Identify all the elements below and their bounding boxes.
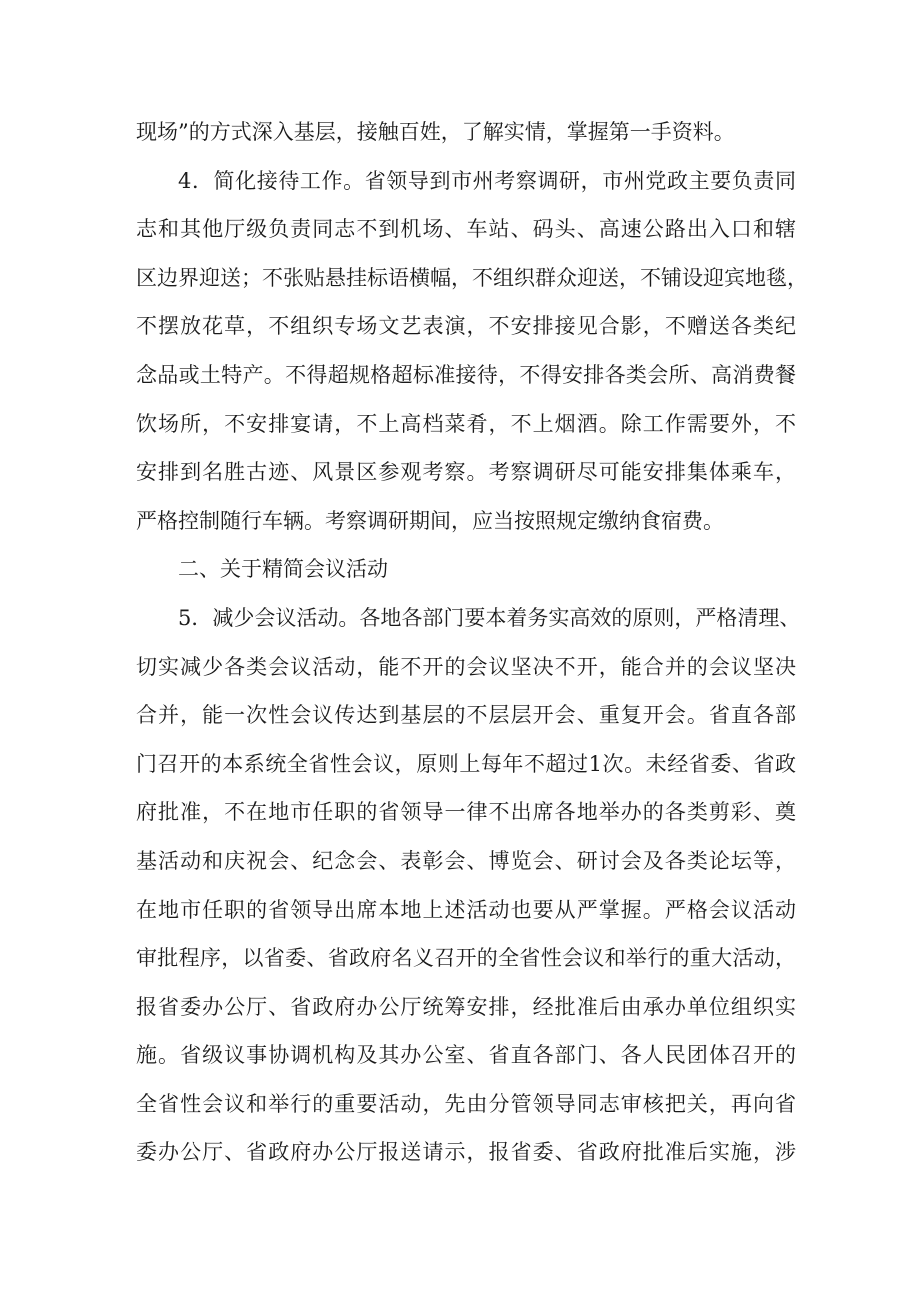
text-line: 安排到名胜古迹、风景区参观考察。考察调研尽可能安排集体乘车， bbox=[136, 460, 796, 485]
text-line: 5．减少会议活动。各地各部门要本着务实高效的原则，严格清理、 bbox=[178, 605, 801, 630]
text-line: 基活动和庆祝会、纪念会、表彰会、博览会、研讨会及各类论坛等， bbox=[136, 848, 796, 873]
text-line: 不摆放花草，不组织专场文艺表演，不安排接见合影，不赠送各类纪 bbox=[136, 314, 796, 339]
text-line: 现场”的方式深入基层，接触百姓，了解实情，掌握第一手资料。 bbox=[136, 120, 735, 144]
text-line: 志和其他厅级负责同志不到机场、车站、码头、高速公路出入口和辖 bbox=[136, 217, 796, 242]
text-line: 报省委办公厅、省政府办公厅统筹安排，经批准后由承办单位组织实 bbox=[136, 994, 796, 1019]
text-line: 切实减少各类会议活动，能不开的会议坚决不开，能合并的会议坚决 bbox=[136, 654, 796, 679]
text-line: 饮场所，不安排宴请，不上高档菜肴，不上烟酒。除工作需要外，不 bbox=[136, 411, 796, 436]
body-text bbox=[136, 108, 808, 1177]
text-line: 门召开的本系统全省性会议，原则上每年不超过1次。未经省委、省政 bbox=[136, 751, 796, 776]
text-line: 4．简化接待工作。省领导到市州考察调研，市州党政主要负责同 bbox=[178, 168, 796, 193]
text-line: 施。省级议事协调机构及其办公室、省直各部门、各人民团体召开的 bbox=[136, 1043, 796, 1068]
text-line: 委办公厅、省政府办公厅报送请示，报省委、省政府批准后实施，涉 bbox=[136, 1140, 796, 1165]
text-line: 府批准，不在地市任职的省领导一律不出席各地举办的各类剪彩、奠 bbox=[136, 800, 796, 825]
text-line: 合并，能一次性会议传达到基层的不层层开会、重复开会。省直各部 bbox=[136, 703, 796, 728]
text-line: 在地市任职的省领导出席本地上述活动也要从严掌握。严格会议活动 bbox=[136, 897, 796, 922]
text-line: 念品或土特产。不得超规格超标准接待，不得安排各类会所、高消费餐 bbox=[136, 362, 796, 387]
text-line: 全省性会议和举行的重要活动，先由分管领导同志审核把关，再向省 bbox=[136, 1091, 796, 1116]
text-line: 审批程序，以省委、省政府名义召开的全省性会议和举行的重大活动， bbox=[136, 946, 796, 971]
text-line: 区边界迎送；不张贴悬挂标语横幅，不组织群众迎送，不铺设迎宾地毯， bbox=[136, 265, 808, 290]
text-line: 二、关于精简会议活动 bbox=[178, 557, 388, 582]
text-line: 严格控制随行车辆。考察调研期间，应当按照规定缴纳食宿费。 bbox=[136, 508, 724, 533]
